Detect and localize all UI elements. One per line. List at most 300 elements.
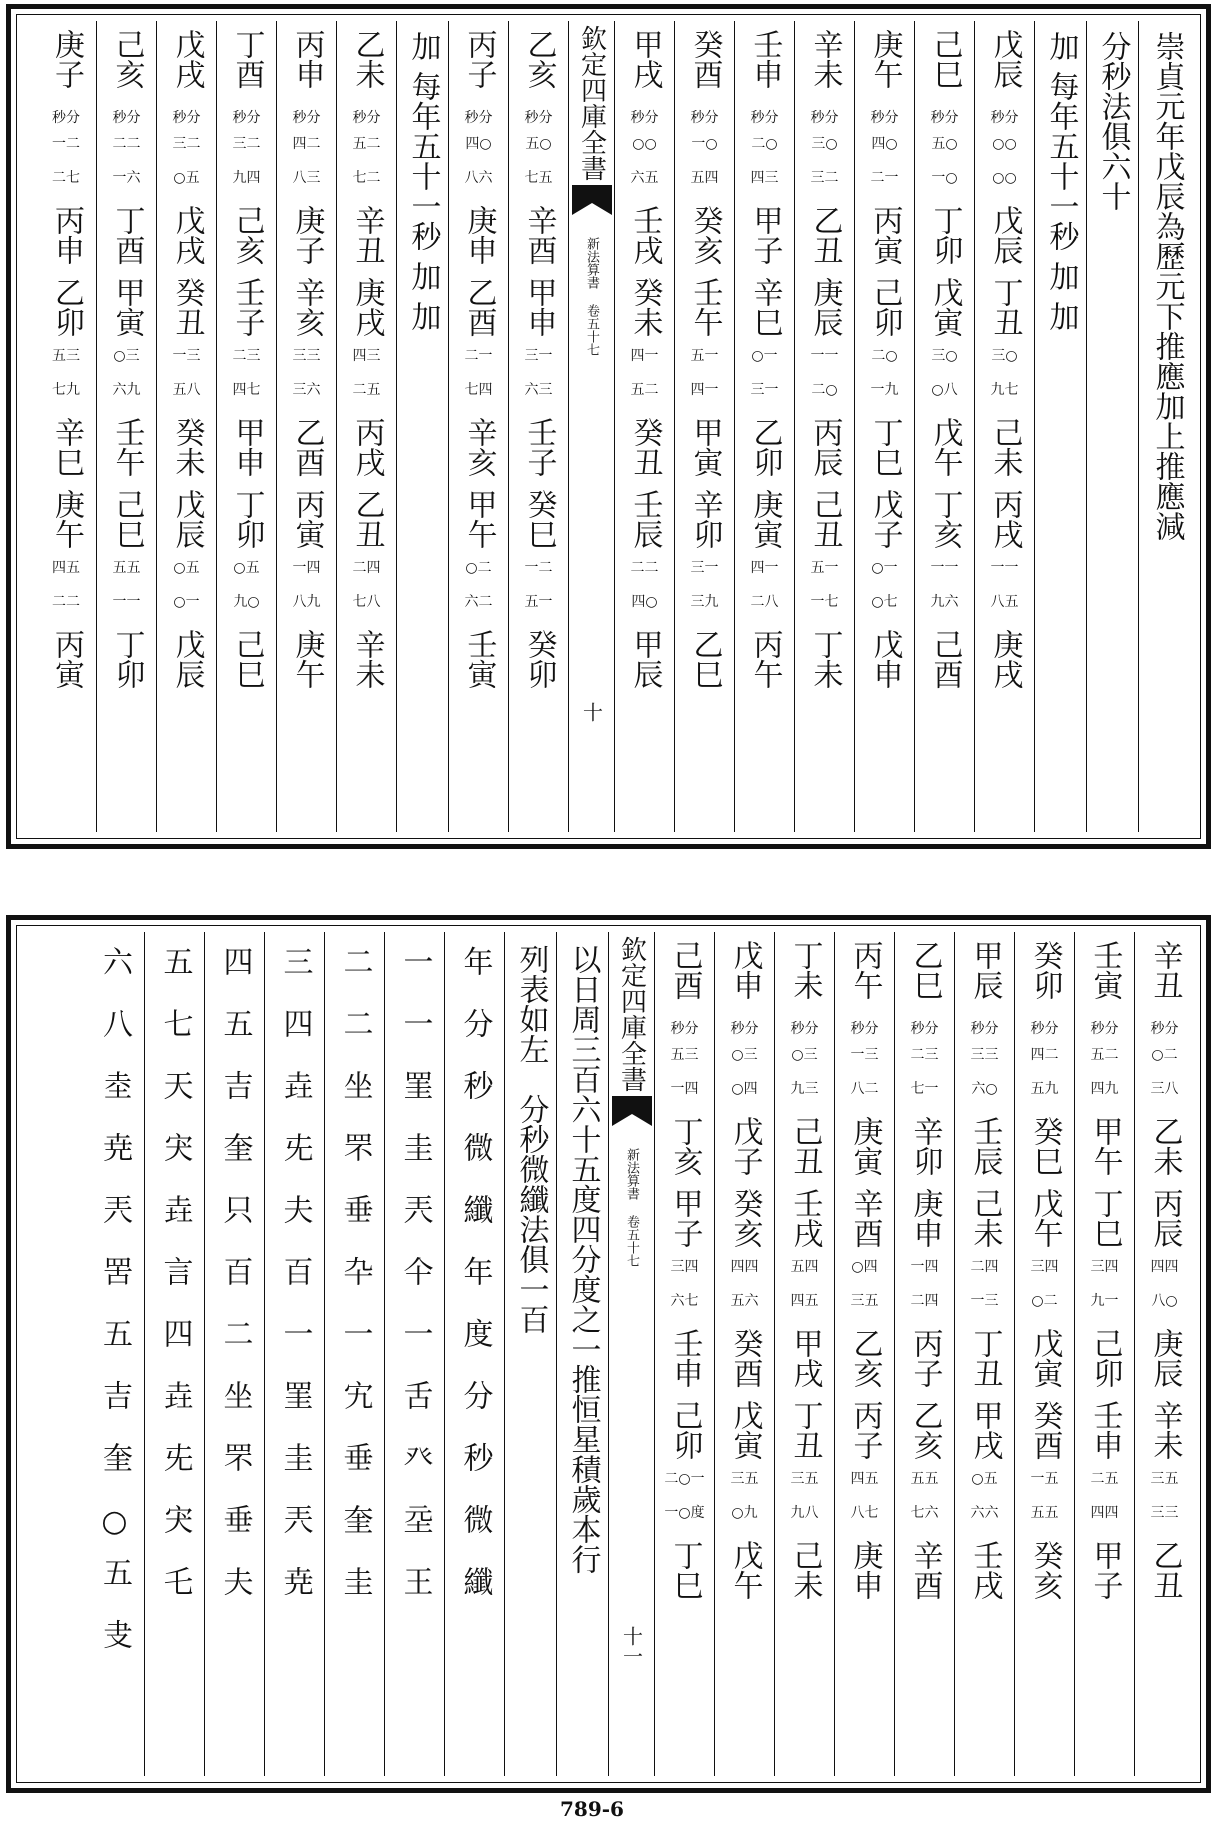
table-cell: 年 [457,1256,493,1304]
table-cell: 天 [157,1070,193,1118]
table-column [444,932,504,1776]
table-column [84,932,144,1776]
ganzhi-label: 辛酉 [521,205,557,265]
table-label: 年 [457,946,493,994]
ganzhi-label: 己卯 [1087,1328,1123,1388]
table-cell: 一 [397,1008,433,1056]
chart-column [36,21,96,832]
ganzhi-label: 壬子 [521,417,557,477]
table-cell: 五 [217,1008,253,1056]
ganzhi-label: 乙巳 [907,940,943,1000]
unit-label: 秒分 [670,1021,699,1037]
ganzhi-label: 戊戌 [169,205,205,265]
minute-second-value: 五四 [690,170,719,186]
table-cell: 分 [457,1008,493,1056]
ganzhi-label: 辛亥 [289,277,325,337]
ganzhi-label: 丁未 [787,940,823,1000]
minute-second-value: 五八 [172,382,201,398]
chart-column [794,21,854,832]
chart-column [834,932,894,1776]
ganzhi-label: 壬午 [109,417,145,477]
ganzhi-label: 丁丑 [787,1400,823,1460]
minute-second-value: 六七 [670,1293,699,1309]
table-cell: 乇 [157,1566,193,1614]
unit-note-text: 分秒法俱六十 [1095,31,1131,211]
ganzhi-label: 己酉 [667,940,703,1000]
minute-second-value: 五一 [524,594,553,610]
ganzhi-label: 甲申 [521,277,557,337]
ganzhi-label: 庚申 [907,1188,943,1248]
ganzhi-label: 己未 [987,417,1023,477]
ganzhi-label: 辛未 [807,29,843,89]
ganzhi-label: 戊子 [727,1116,763,1176]
minute-second-value: 五三 [670,1047,699,1063]
table-cell: 二 [217,1318,253,1366]
minute-second-value: 一四 [670,1081,699,1097]
ganzhi-label: 丙辰 [1147,1188,1183,1248]
minute-second-value: 五五 [112,560,141,576]
minute-second-value: 五一 [690,348,719,364]
minute-second-value: 五二 [630,382,659,398]
minute-second-value: 一○ [691,136,718,152]
book-spine [568,21,614,832]
book-spine [608,932,654,1776]
minute-second-value: 五五 [1030,1505,1059,1521]
minute-second-value: 二四 [910,1293,939,1309]
minute-second-value: 八六 [464,170,493,186]
minute-second-value: 四四 [730,1259,759,1275]
table-cell: 纖 [457,1566,493,1614]
table-cell: 叏 [97,1619,132,1667]
chart-column [674,21,734,832]
table-cell: 兂 [157,1442,193,1490]
ganzhi-label: 壬午 [687,277,723,337]
ganzhi-label: 癸酉 [687,29,723,89]
table-cell: 垂 [337,1442,373,1490]
ganzhi-label: 壬戌 [967,1540,1003,1600]
ganzhi-label: 己未 [787,1540,823,1600]
ganzhi-label: 甲寅 [109,277,145,337]
minute-second-value: 三八 [1150,1081,1179,1097]
ganzhi-label: 甲辰 [967,940,1003,1000]
table-cell: 舌 [397,1380,433,1428]
minute-second-value: 一二 [52,136,80,152]
minute-second-value: 六○ [971,1081,998,1097]
table-cell: 罣 [397,1070,433,1118]
minute-second-value: 二三 [910,1047,939,1063]
minute-second-value: 一六 [112,170,141,186]
minute-second-value: 五六 [730,1293,759,1309]
epoch-title [1138,21,1194,832]
ganzhi-label: 丁亥 [927,489,963,549]
minute-second-value: 八五 [990,594,1019,610]
unit-label: 秒分 [970,1021,999,1037]
table-column [144,932,204,1776]
ganzhi-label: 己丑 [787,1116,823,1176]
minute-second-value: ○一 [751,348,778,364]
chart-column [954,932,1014,1776]
unit-label: 秒分 [292,110,321,126]
minute-second-value: 七六 [910,1505,939,1521]
leaf-number: 十一 [619,1626,644,1666]
ganzhi-label: 丙申 [49,205,84,265]
minute-second-value: ○一 [173,594,200,610]
minute-second-value: 三○ [931,348,958,364]
table-cell: 兲 [97,1194,132,1242]
minute-second-value: 二○一 [664,1471,705,1487]
ganzhi-label: 己巳 [229,629,265,689]
ganzhi-label: 丁酉 [229,29,265,89]
header-text: 加 [1043,31,1079,61]
ganzhi-label: 丁巳 [867,417,903,477]
minute-second-value: ○○ [632,136,657,152]
ganzhi-label: 丁卯 [927,205,963,265]
minute-second-value: 四二 [1030,1047,1059,1063]
chart-column [448,21,508,832]
minute-second-value: 四五 [790,1293,819,1309]
minute-second-value: 二○ [751,136,778,152]
chart-column [96,21,156,832]
minute-second-value: 六三 [524,382,553,398]
table-cell: 二 [337,1008,373,1056]
table-cell: 兂 [277,1132,313,1180]
ganzhi-label: 甲午 [461,489,497,549]
minute-second-value: 一三 [850,1047,879,1063]
minute-second-value: 二七 [52,170,80,186]
minute-second-value: 四四 [1090,1505,1119,1521]
table-cell: 垂 [217,1504,253,1552]
table-cell: 四 [157,1318,193,1366]
spine-subtitle: 新法算書 卷五十七 [584,237,599,356]
minute-second-value: 三九 [690,594,719,610]
table-cell: 纖 [457,1194,493,1242]
table-cell: 分 [457,1380,493,1428]
ganzhi-label: 己酉 [927,629,963,689]
table-cell: 卆 [337,1256,373,1304]
table-label: 五 [157,946,193,994]
table-cell: 王 [397,1566,433,1614]
ganzhi-label: 丙午 [747,629,783,689]
table-cell: 秒 [457,1070,493,1118]
ganzhi-label: 乙亥 [521,29,557,89]
minute-second-value: 五九 [1030,1081,1059,1097]
chart-column [914,21,974,832]
ganzhi-label: 丙戌 [987,489,1023,549]
minute-second-value: 三三 [1150,1505,1179,1521]
minute-second-value: 一一 [930,560,959,576]
minute-second-value: 一三 [970,1293,999,1309]
table-cell: 兲 [277,1504,313,1552]
minute-second-value: ○五 [173,560,200,576]
ganzhi-label: 乙丑 [1147,1540,1183,1600]
chart-column [508,21,568,832]
unit-note [1086,21,1138,832]
ganzhi-label: 戊午 [1027,1188,1063,1248]
ganzhi-label: 癸巳 [1027,1116,1063,1176]
ganzhi-label: 乙亥 [907,1400,943,1460]
ganzhi-label: 丙子 [907,1328,943,1388]
ganzhi-label: 丙戌 [349,417,385,477]
ganzhi-label: 丁酉 [109,205,145,265]
ganzhi-label: 辛卯 [687,489,723,549]
minute-second-value: 二二 [630,560,659,576]
unit-label: 秒分 [870,110,899,126]
ganzhi-label: 辛卯 [907,1116,943,1176]
minute-second-value: 三一 [690,560,719,576]
ganzhi-label: 辛丑 [349,205,385,265]
table-cell: 四 [277,1008,313,1056]
minute-second-value: 二五 [1090,1471,1119,1487]
ganzhi-label: 甲子 [667,1188,703,1248]
minute-second-value: 九○ [233,594,260,610]
ganzhi-label: 乙丑 [349,489,385,549]
table-cell: 八 [97,1008,132,1056]
minute-second-value: 五○ [931,136,958,152]
table-cell: 尭 [97,1132,132,1180]
table-cell: 垂 [337,1194,373,1242]
ganzhi-label: 壬申 [747,29,783,89]
ganzhi-label: 戊辰 [169,629,205,689]
ganzhi-label: 丙午 [847,940,883,1000]
chart-column [1014,932,1074,1776]
ganzhi-label: 丁亥 [667,1116,703,1176]
minute-second-value: 六九 [112,382,141,398]
unit-label: 秒分 [172,110,201,126]
rule-text-text: 以日周三百六十五度四分度之一推恒星積歲本行 [565,944,601,1574]
table-column [384,932,444,1776]
unit-label: 秒分 [352,110,381,126]
header-text: 加 [405,261,441,291]
ganzhi-label: 己未 [967,1188,1003,1248]
minute-second-value: ○五 [971,1471,998,1487]
ganzhi-label: 乙酉 [461,277,497,337]
table-cell: 奎 [337,1504,373,1552]
unit-label: 秒分 [232,110,261,126]
ganzhi-label: 乙亥 [847,1328,883,1388]
table-intro-text: 列表如左 分秒微纖法俱一百 [513,944,549,1334]
minute-second-value: 四一 [630,348,659,364]
minute-second-value: 一二 [524,560,553,576]
ganzhi-label: 丁卯 [109,629,145,689]
ganzhi-label: 丁未 [807,629,843,689]
ganzhi-label: 癸酉 [727,1328,763,1388]
minute-second-value: 二一 [870,170,899,186]
minute-second-value: 五四 [790,1259,819,1275]
chart-column [714,932,774,1776]
minute-second-value: 四○ [631,594,658,610]
chart-column [336,21,396,832]
minute-second-value: 四九 [1090,1081,1119,1097]
unit-label: 秒分 [690,110,719,126]
minute-second-value: 三三 [292,348,321,364]
header-text: 加 [405,31,441,61]
ganzhi-label: 己巳 [109,489,145,549]
table-cell: 兲 [397,1194,433,1242]
fish-tail-mark-icon [572,185,612,219]
minute-second-value: ○七 [871,594,898,610]
table-cell: 一 [397,1318,433,1366]
table-label: 二 [337,946,373,994]
minute-second-value: 九三 [790,1081,819,1097]
minute-second-value: 一○ [931,170,958,186]
minute-second-value: ○一 [871,560,898,576]
unit-label: 秒分 [750,110,779,126]
minute-second-value: ○三 [113,348,140,364]
ganzhi-label: 辛酉 [847,1188,883,1248]
table-cell: 百 [277,1256,313,1304]
ganzhi-label: 乙巳 [687,629,723,689]
table-cell: 仐 [397,1256,433,1304]
minute-second-value: ○四 [851,1259,878,1275]
ganzhi-label: 丁丑 [967,1328,1003,1388]
minute-second-value: 四五 [850,1471,879,1487]
minute-second-value: 七九 [52,382,80,398]
ganzhi-label: 己巳 [927,29,963,89]
ganzhi-label: 庚子 [49,29,84,89]
minute-second-value: 四○ [465,136,492,152]
ganzhi-label: 庚戌 [987,629,1023,689]
ganzhi-label: 己亥 [229,205,265,265]
ganzhi-label: 壬辰 [627,489,663,549]
unit-label: 秒分 [850,1021,879,1037]
ganzhi-label: 辛巳 [49,417,84,477]
chart-column [156,21,216,832]
minute-second-value: 一四 [910,1259,939,1275]
ganzhi-label: 丁巳 [667,1540,703,1600]
minute-second-value: 九四 [232,170,261,186]
table-cell: ○五 [97,1504,132,1605]
ganzhi-label: 癸丑 [169,277,205,337]
unit-label: 秒分 [524,110,553,126]
minute-second-value: 四三 [750,170,779,186]
ganzhi-label: 戊寅 [927,277,963,337]
minute-second-value: 九八 [790,1505,819,1521]
table-cell: 言 [157,1256,193,1304]
minute-second-value: 三五 [790,1471,819,1487]
minute-second-value: 四五 [52,560,80,576]
ganzhi-label: 癸卯 [1027,940,1063,1000]
table-label: 三 [277,946,313,994]
unit-label: 秒分 [1150,1021,1179,1037]
minute-second-value: ○○ [992,136,1017,152]
table-cell: 宊 [157,1132,193,1180]
ganzhi-label: 己卯 [867,277,903,337]
ganzhi-label: 辛丑 [1147,940,1183,1000]
minute-second-value: 五五 [910,1471,939,1487]
ganzhi-label: 丙寅 [49,629,84,689]
chart-column [276,21,336,832]
minute-second-value: 二五 [352,382,381,398]
minute-second-value: ○二 [1031,1293,1058,1309]
ganzhi-label: 乙卯 [49,277,84,337]
ganzhi-label: 戊辰 [987,205,1023,265]
minute-second-value: 四○ [871,136,898,152]
ganzhi-label: 癸亥 [727,1188,763,1248]
chart-column [1074,932,1134,1776]
minute-second-value: 八三 [292,170,321,186]
ganzhi-label: 癸未 [627,277,663,337]
minute-second-value: 三六 [292,382,321,398]
chart-column [1134,932,1194,1776]
table-cell: 百 [217,1256,253,1304]
table-cell: 一 [277,1318,313,1366]
top-page-columns [23,21,1194,832]
minute-second-value: 八○ [1151,1293,1178,1309]
ganzhi-label: 戊辰 [987,29,1023,89]
minute-second-value: 一一 [112,594,141,610]
minute-second-value: 二一 [464,348,493,364]
table-cell: 度 [457,1318,493,1366]
table-cell: 癶 [397,1442,433,1490]
ganzhi-label: 乙卯 [747,417,783,477]
minute-second-value: 一三 [172,348,201,364]
ganzhi-label: 癸亥 [687,205,723,265]
table-cell: 罘 [217,1442,253,1490]
table-label: 一 [397,946,433,994]
unit-label: 秒分 [790,1021,819,1037]
minute-second-value: 三一 [750,382,779,398]
ganzhi-label: 戊寅 [727,1400,763,1460]
ganzhi-label: 戊申 [727,940,763,1000]
ganzhi-label: 庚戌 [349,277,385,337]
minute-second-value: 二二 [112,136,141,152]
table-cell: 宄 [337,1380,373,1428]
ganzhi-label: 甲子 [1087,1540,1123,1600]
ganzhi-label: 庚寅 [847,1116,883,1176]
minute-second-value: 七一 [910,1081,939,1097]
minute-second-value: 三二 [232,136,261,152]
ganzhi-label: 庚午 [289,629,325,689]
minute-second-value: 五二 [1090,1047,1119,1063]
header-text: 每年五十一秒 [405,71,441,251]
unit-label: 秒分 [112,110,141,126]
chart-column [216,21,276,832]
minute-second-value: 三○ [811,136,838,152]
table-cell: 吉 [217,1070,253,1118]
ganzhi-label: 壬寅 [1087,940,1123,1000]
ganzhi-label: 戊寅 [1027,1328,1063,1388]
ganzhi-label: 丙辰 [807,417,843,477]
minute-second-value: 八七 [850,1505,879,1521]
table-cell: 只 [217,1194,253,1242]
ganzhi-label: 丙申 [289,29,325,89]
fish-tail-mark-icon [612,1096,652,1130]
ganzhi-label: 庚子 [289,205,325,265]
minute-second-value: 二三 [232,348,261,364]
table-cell: 罘 [337,1132,373,1180]
minute-second-value: 五二 [352,136,381,152]
minute-second-value: 九七 [990,382,1019,398]
ganzhi-label: 己卯 [667,1400,703,1460]
minute-second-value: 四七 [232,382,261,398]
ganzhi-label: 戊午 [727,1540,763,1600]
minute-second-value: 四四 [1150,1259,1179,1275]
minute-second-value: 一一 [990,560,1019,576]
ganzhi-label: 戊子 [867,489,903,549]
table-cell: 罣 [277,1380,313,1428]
epoch-title-text: 崇貞元年戊辰為歷元下推應加上推應減 [1149,31,1185,541]
table-cell: 垚 [157,1194,193,1242]
ganzhi-label: 戊午 [927,417,963,477]
ganzhi-label: 壬戌 [787,1188,823,1248]
table-cell: 坐 [337,1070,373,1118]
minute-second-value: 三五 [1150,1471,1179,1487]
ganzhi-label: 庚辰 [1147,1328,1183,1388]
header-text: 加 [1043,301,1079,331]
ganzhi-label: 辛亥 [461,417,497,477]
ganzhi-label: 丁卯 [229,489,265,549]
minute-second-value: 四二 [292,136,321,152]
